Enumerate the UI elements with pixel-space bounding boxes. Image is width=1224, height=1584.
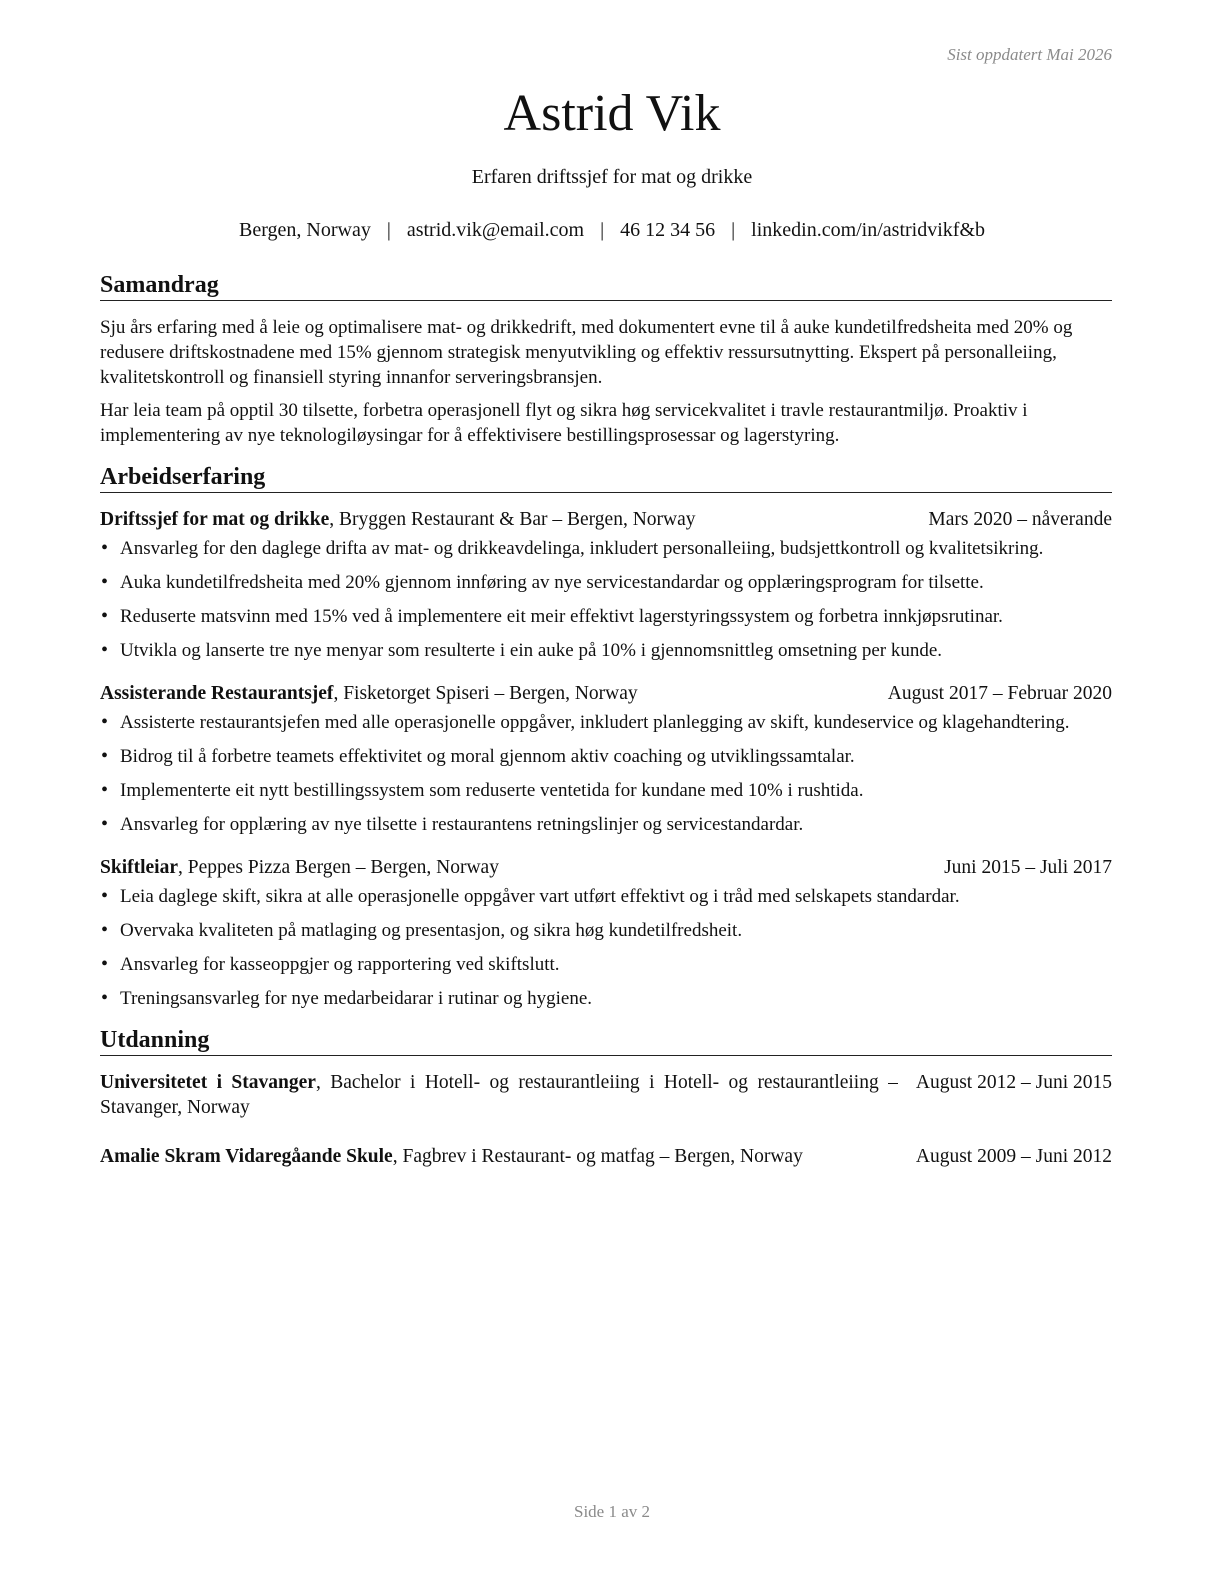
job-entry [100, 855, 1112, 1011]
education-section [100, 1025, 1112, 1169]
job-role: Driftssjef for mat og drikke [100, 509, 330, 530]
last-updated: Sist oppdatert Mai 2026 [947, 45, 1112, 64]
headline: Erfaren driftssjef for mat og drikke [471, 166, 753, 188]
contact-separator: | [386, 219, 391, 241]
job-bullet: • Overvaka kvaliteten på matlaging og presentasjon, og sikra høg kundetilfredsheit. [100, 918, 1117, 943]
job-dates: Mars 2020 – nåverande [928, 509, 1112, 530]
section-title-education: Utdanning [100, 1025, 1112, 1056]
contact-separator: | [731, 219, 736, 241]
job-dates: August 2017 – Februar 2020 [887, 683, 1112, 704]
candidate-name: Astrid Vik [503, 85, 721, 142]
education-dates: August 2012 – Juni 2015 [915, 1072, 1112, 1093]
job-header [100, 681, 1112, 706]
job-role: Assisterande Restaurantsjef [100, 683, 334, 704]
job-employer: , Peppes Pizza Bergen – Bergen, Norway [178, 857, 499, 878]
job-bullet: • Ansvarleg for den daglege drifta av mat- og drikkeavdelinga, inkludert personalleiing, budsjettkontroll og kvalitetsikring. [100, 536, 1117, 561]
job-bullet: • Reduserte matsvinn med 15% ved å implementere eit meir effektivt lagerstyringssystem og forbetra innkjøpsrutinar. [100, 604, 1117, 629]
summary-paragraph: Har leia team på opptil 30 tilsette, forbetra operasjonell flyt og sikra høg servicekvalitet i travle restaurantmiljø. Proaktiv i implementering av nye teknologiløysingar for å effektivisere bestillingsprosessar og lagerstyring. [100, 400, 1028, 446]
job-bullets [100, 536, 1112, 663]
job-bullet: • Ansvarleg for kasseoppgjer og rapportering ved skiftslutt. [100, 952, 1117, 977]
job-bullet: • Bidrog til å forbetre teamets effektivitet og moral gjennom aktiv coaching og utviklingssamtalar. [100, 744, 1117, 769]
page-number: Side 1 av 2 [573, 1502, 651, 1521]
experience-section [100, 462, 1112, 1011]
job-bullet: • Utvikla og lanserte tre nye menyar som resulterte i ein auke på 10% i gjennomsnittleg omsetning per kunde. [100, 638, 1117, 663]
education-school: Universitetet i Stavanger [100, 1072, 316, 1093]
section-title-summary: Samandrag [100, 270, 1112, 301]
job-role: Skiftleiar [100, 857, 178, 878]
job-bullet: • Auka kundetilfredsheita med 20% gjennom innføring av nye servicestandardar og opplæringsprogram for tilsette. [100, 570, 1117, 595]
contact-separator: | [600, 219, 605, 241]
job-employer: , Fisketorget Spiseri – Bergen, Norway [333, 683, 638, 704]
resume-content [100, 270, 1112, 1193]
job-bullet: • Assisterte restaurantsjefen med alle operasjonelle oppgåver, inkludert planlegging av skift, kundeservice og klagehandtering. [100, 710, 1117, 735]
contact-line [0, 219, 1224, 242]
education-entry [100, 1070, 1112, 1120]
job-bullet: • Leia daglege skift, sikra at alle operasjonelle oppgåver vart utført effektivt og i tråd med selskapets standardar. [100, 884, 1117, 909]
job-entry [100, 681, 1112, 837]
education-detail: , Bachelor i Hotell- og restaurantleiing i Hotell- og restaurantleiing – Stavanger, Norway [100, 1072, 898, 1118]
job-header [100, 855, 1112, 880]
job-employer: , Bryggen Restaurant & Bar – Bergen, Norway [329, 509, 696, 530]
section-title-experience: Arbeidserfaring [100, 462, 1112, 493]
summary-paragraph: Sju års erfaring med å leie og optimalisere mat- og drikkedrift, med dokumentert evne til å auke kundetilfredsheita med 20% og redusere driftskostnadene med 15% gjennom strategisk menyutvikling og effektiv ressursutnytting. Ekspert på personalleiing, kvalitetskontroll og finansiell styring innanfor serveringsbransjen. [100, 317, 1073, 388]
education-dates: August 2009 – Juni 2012 [915, 1146, 1112, 1167]
job-dates: Juni 2015 – Juli 2017 [944, 857, 1112, 878]
contact-location: Bergen, Norway [239, 219, 371, 241]
education-detail: , Fagbrev i Restaurant- og matfag – Bergen, Norway [392, 1146, 803, 1167]
contact-phone: 46 12 34 56 [620, 219, 716, 241]
contact-email[interactable]: astrid.vik@email.com [406, 219, 585, 241]
summary-section [100, 270, 1112, 448]
job-bullet: • Implementerte eit nytt bestillingssystem som reduserte ventetida for kundane med 10% i rushtida. [100, 778, 1117, 803]
contact-linkedin[interactable]: linkedin.com/in/astridvikf&b [751, 219, 985, 241]
job-bullets [100, 710, 1112, 837]
education-entry [100, 1144, 1112, 1169]
job-bullet: • Ansvarleg for opplæring av nye tilsette i restaurantens retningslinjer og servicestandardar. [100, 812, 1117, 837]
job-header [100, 507, 1112, 532]
job-bullets [100, 884, 1112, 1011]
job-entry [100, 507, 1112, 663]
job-bullet: • Treningsansvarleg for nye medarbeidarar i rutinar og hygiene. [100, 986, 1117, 1011]
education-school: Amalie Skram Vidaregåande Skule [100, 1146, 393, 1167]
